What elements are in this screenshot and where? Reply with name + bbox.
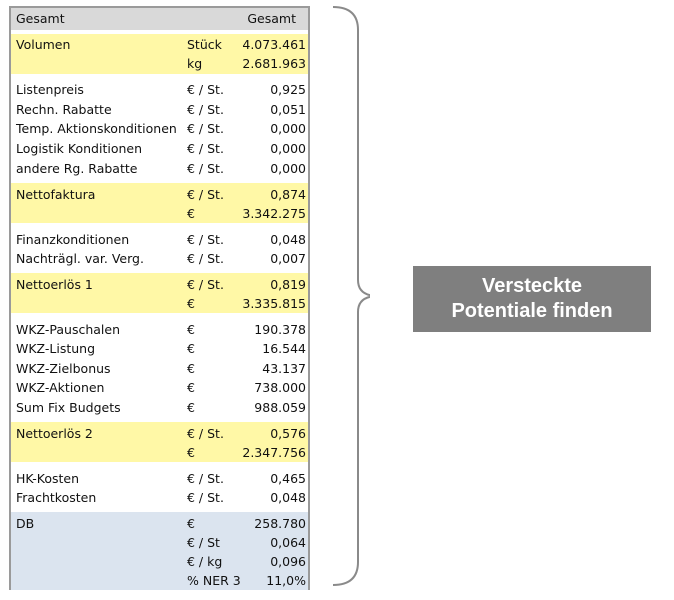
table-row: Sum Fix Budgets € 988.059 — [16, 400, 306, 415]
table-row: WKZ-Listung € 16.544 — [16, 341, 306, 356]
table-row: % NER 3 11,0% — [187, 573, 306, 588]
table-row: Temp. Aktionskonditionen € / St. 0,000 — [16, 121, 306, 136]
table-header — [11, 9, 308, 29]
table-row: € 3.335.815 — [187, 296, 306, 311]
table-row: € 3.342.275 — [187, 206, 306, 221]
table-row: HK-Kosten € / St. 0,465 — [16, 471, 306, 486]
table-row: Nettoerlös 2 € / St. 0,576 — [16, 426, 306, 441]
header-column: Gesamt — [247, 11, 296, 26]
table-row: andere Rg. Rabatte € / St. 0,000 — [16, 161, 306, 176]
table-row: WKZ-Pauschalen € 190.378 — [16, 322, 306, 337]
callout-line-1: Versteckte — [481, 275, 583, 297]
callout-box — [413, 266, 651, 332]
table-row: € 2.347.756 — [187, 445, 306, 460]
profitability-table — [9, 6, 310, 590]
table-row: kg 2.681.963 — [187, 56, 306, 71]
table-row: WKZ-Aktionen € 738.000 — [16, 380, 306, 395]
curly-brace-icon — [330, 0, 370, 600]
table-row: € / St 0,064 — [187, 535, 306, 550]
header-label: Gesamt — [16, 11, 65, 26]
table-row: Finanzkonditionen € / St. 0,048 — [16, 232, 306, 247]
table-row: Logistik Konditionen € / St. 0,000 — [16, 141, 306, 156]
table-row: Listenpreis € / St. 0,925 — [16, 82, 306, 97]
table-row: € / kg 0,096 — [187, 554, 306, 569]
table-row: WKZ-Zielbonus € 43.137 — [16, 361, 306, 376]
table-row: Volumen Stück 4.073.461 — [16, 37, 306, 52]
callout-line-2: Potentiale finden — [451, 300, 613, 322]
table-row: Nettofaktura € / St. 0,874 — [16, 187, 306, 202]
table-row: Nachträgl. var. Verg. € / St. 0,007 — [16, 251, 306, 266]
table-row: Nettoerlös 1 € / St. 0,819 — [16, 277, 306, 292]
table-row: Frachtkosten € / St. 0,048 — [16, 490, 306, 505]
table-row: DB € 258.780 — [16, 516, 306, 531]
table-row: Rechn. Rabatte € / St. 0,051 — [16, 102, 306, 117]
